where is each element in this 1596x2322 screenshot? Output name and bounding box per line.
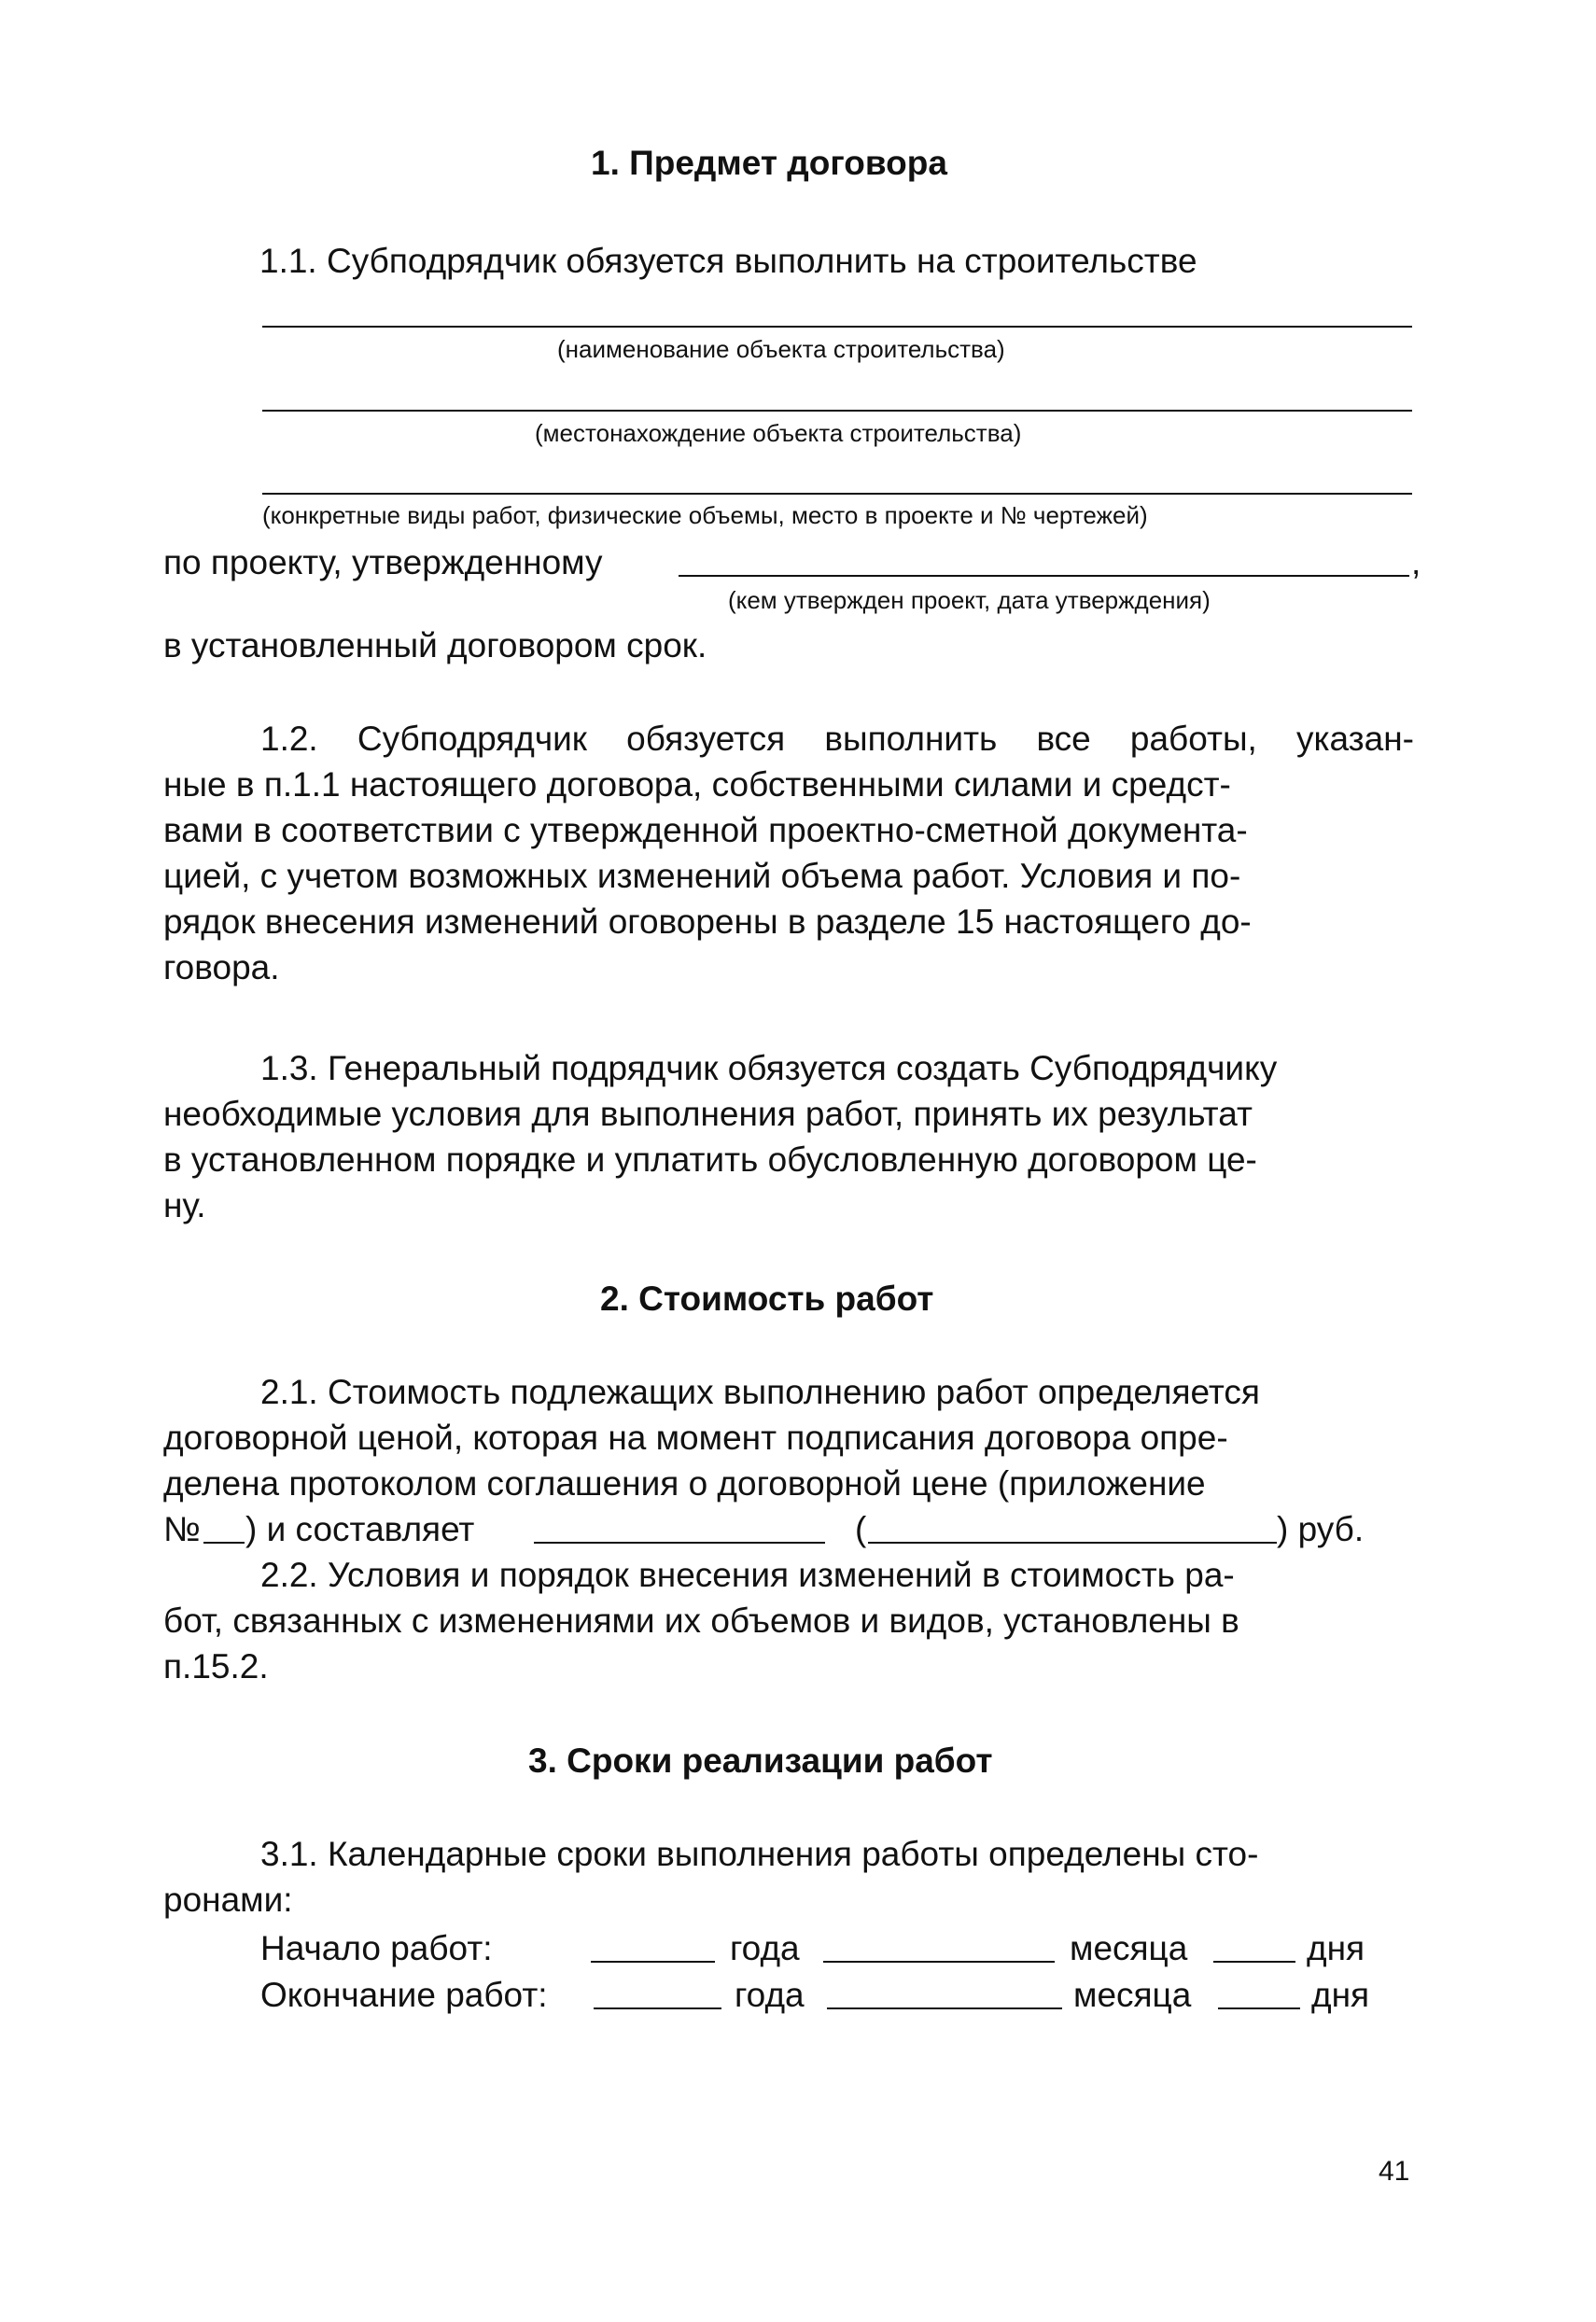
- project-line-label: по проекту, утвержденному: [163, 543, 603, 581]
- section-2-heading: 2. Стоимость работ: [600, 1280, 934, 1318]
- end-month-label: месяца: [1073, 1976, 1192, 2014]
- end-year-label: года: [735, 1976, 805, 2014]
- blank-end-year: [594, 2007, 721, 2009]
- clause-1-2-line-4: цией, с учетом возможных изменений объема работ. Условия и по-: [163, 857, 1241, 895]
- clause-2-2-line-2: бот, связанных с изменениями их объемов и видов, установлены в: [163, 1602, 1239, 1640]
- clause-1-3-line-2: необходимые условия для выполнения работ, принять их результат: [163, 1095, 1253, 1133]
- caption-work-types: (конкретные виды работ, физические объемы, место в проекте и № чертежей): [262, 501, 1148, 529]
- clause-2-1-line-3: делена протоколом соглашения о договорной цене (приложение: [163, 1464, 1206, 1503]
- clause-3-1-line-1: 3.1. Календарные сроки выполнения работы определены сто-: [260, 1835, 1259, 1873]
- clause-1-3-line-4: ну.: [163, 1186, 206, 1224]
- clause-1-2-line-5: рядок внесения изменений оговорены в разделе 15 настоящего до-: [163, 902, 1252, 941]
- blank-approved-by: [679, 575, 1409, 577]
- clause-1-3-line-3: в установленном порядке и уплатить обусловленную договором це-: [163, 1140, 1257, 1179]
- caption-object-name: (наименование объекта строительства): [557, 335, 1005, 363]
- clause-2-2-line-3: п.15.2.: [163, 1647, 269, 1686]
- blank-end-month: [827, 2007, 1062, 2009]
- blank-work-types: [262, 493, 1412, 495]
- section-1-heading: 1. Предмет договора: [591, 144, 947, 182]
- clause-1-2-line-1: 1.2. Субподрядчик обязуется выполнить все работы, указан-: [260, 720, 1414, 758]
- price-and-amount-label: ) и составляет: [245, 1510, 475, 1548]
- clause-1-2-line-2: ные в п.1.1 настоящего договора, собственными силами и средст-: [163, 765, 1231, 804]
- blank-start-month: [823, 1961, 1055, 1963]
- section-3-heading: 3. Сроки реализации работ: [528, 1742, 993, 1780]
- deadline-line: в установленный договором срок.: [163, 626, 707, 664]
- clause-1-2-line-3: вами в соответствии с утвержденной проектно-сметной документа-: [163, 811, 1248, 849]
- clause-3-1-line-2: ронами:: [163, 1881, 293, 1919]
- clause-1-1-intro: 1.1. Субподрядчик обязуется выполнить на строительстве: [259, 242, 1197, 280]
- blank-start-year: [591, 1961, 715, 1963]
- blank-start-day: [1213, 1961, 1295, 1963]
- blank-end-day: [1218, 2007, 1300, 2009]
- start-month-label: месяца: [1070, 1929, 1188, 1967]
- blank-object-location: [262, 410, 1412, 412]
- price-open-paren: (: [855, 1510, 867, 1548]
- end-day-label: дня: [1311, 1976, 1370, 2014]
- caption-approved-by: (кем утвержден проект, дата утверждения): [728, 586, 1211, 614]
- project-line-comma: ,: [1411, 543, 1421, 581]
- clause-1-3-line-1: 1.3. Генеральный подрядчик обязуется создать Субподрядчику: [260, 1049, 1278, 1087]
- clause-2-1-line-1: 2.1. Стоимость подлежащих выполнению работ определяется: [260, 1373, 1260, 1411]
- price-rub-label: ) руб.: [1277, 1510, 1365, 1548]
- blank-price-digits: [534, 1542, 825, 1544]
- clause-2-1-line-2: договорной ценой, которая на момент подписания договора опре-: [163, 1419, 1228, 1457]
- blank-object-name: [262, 326, 1412, 328]
- end-label: Окончание работ:: [260, 1976, 548, 2014]
- clause-1-2-line-6: говора.: [163, 948, 280, 986]
- price-no-sign: №: [163, 1510, 201, 1548]
- start-day-label: дня: [1307, 1929, 1365, 1967]
- blank-price-words: [868, 1542, 1277, 1544]
- blank-appendix-no: [203, 1542, 245, 1544]
- start-year-label: года: [730, 1929, 800, 1967]
- caption-object-location: (местонахождение объекта строительства): [535, 419, 1022, 447]
- clause-2-2-line-1: 2.2. Условия и порядок внесения изменений в стоимость ра-: [260, 1556, 1235, 1594]
- start-label: Начало работ:: [260, 1929, 493, 1967]
- page-number: 41: [1379, 2156, 1410, 2187]
